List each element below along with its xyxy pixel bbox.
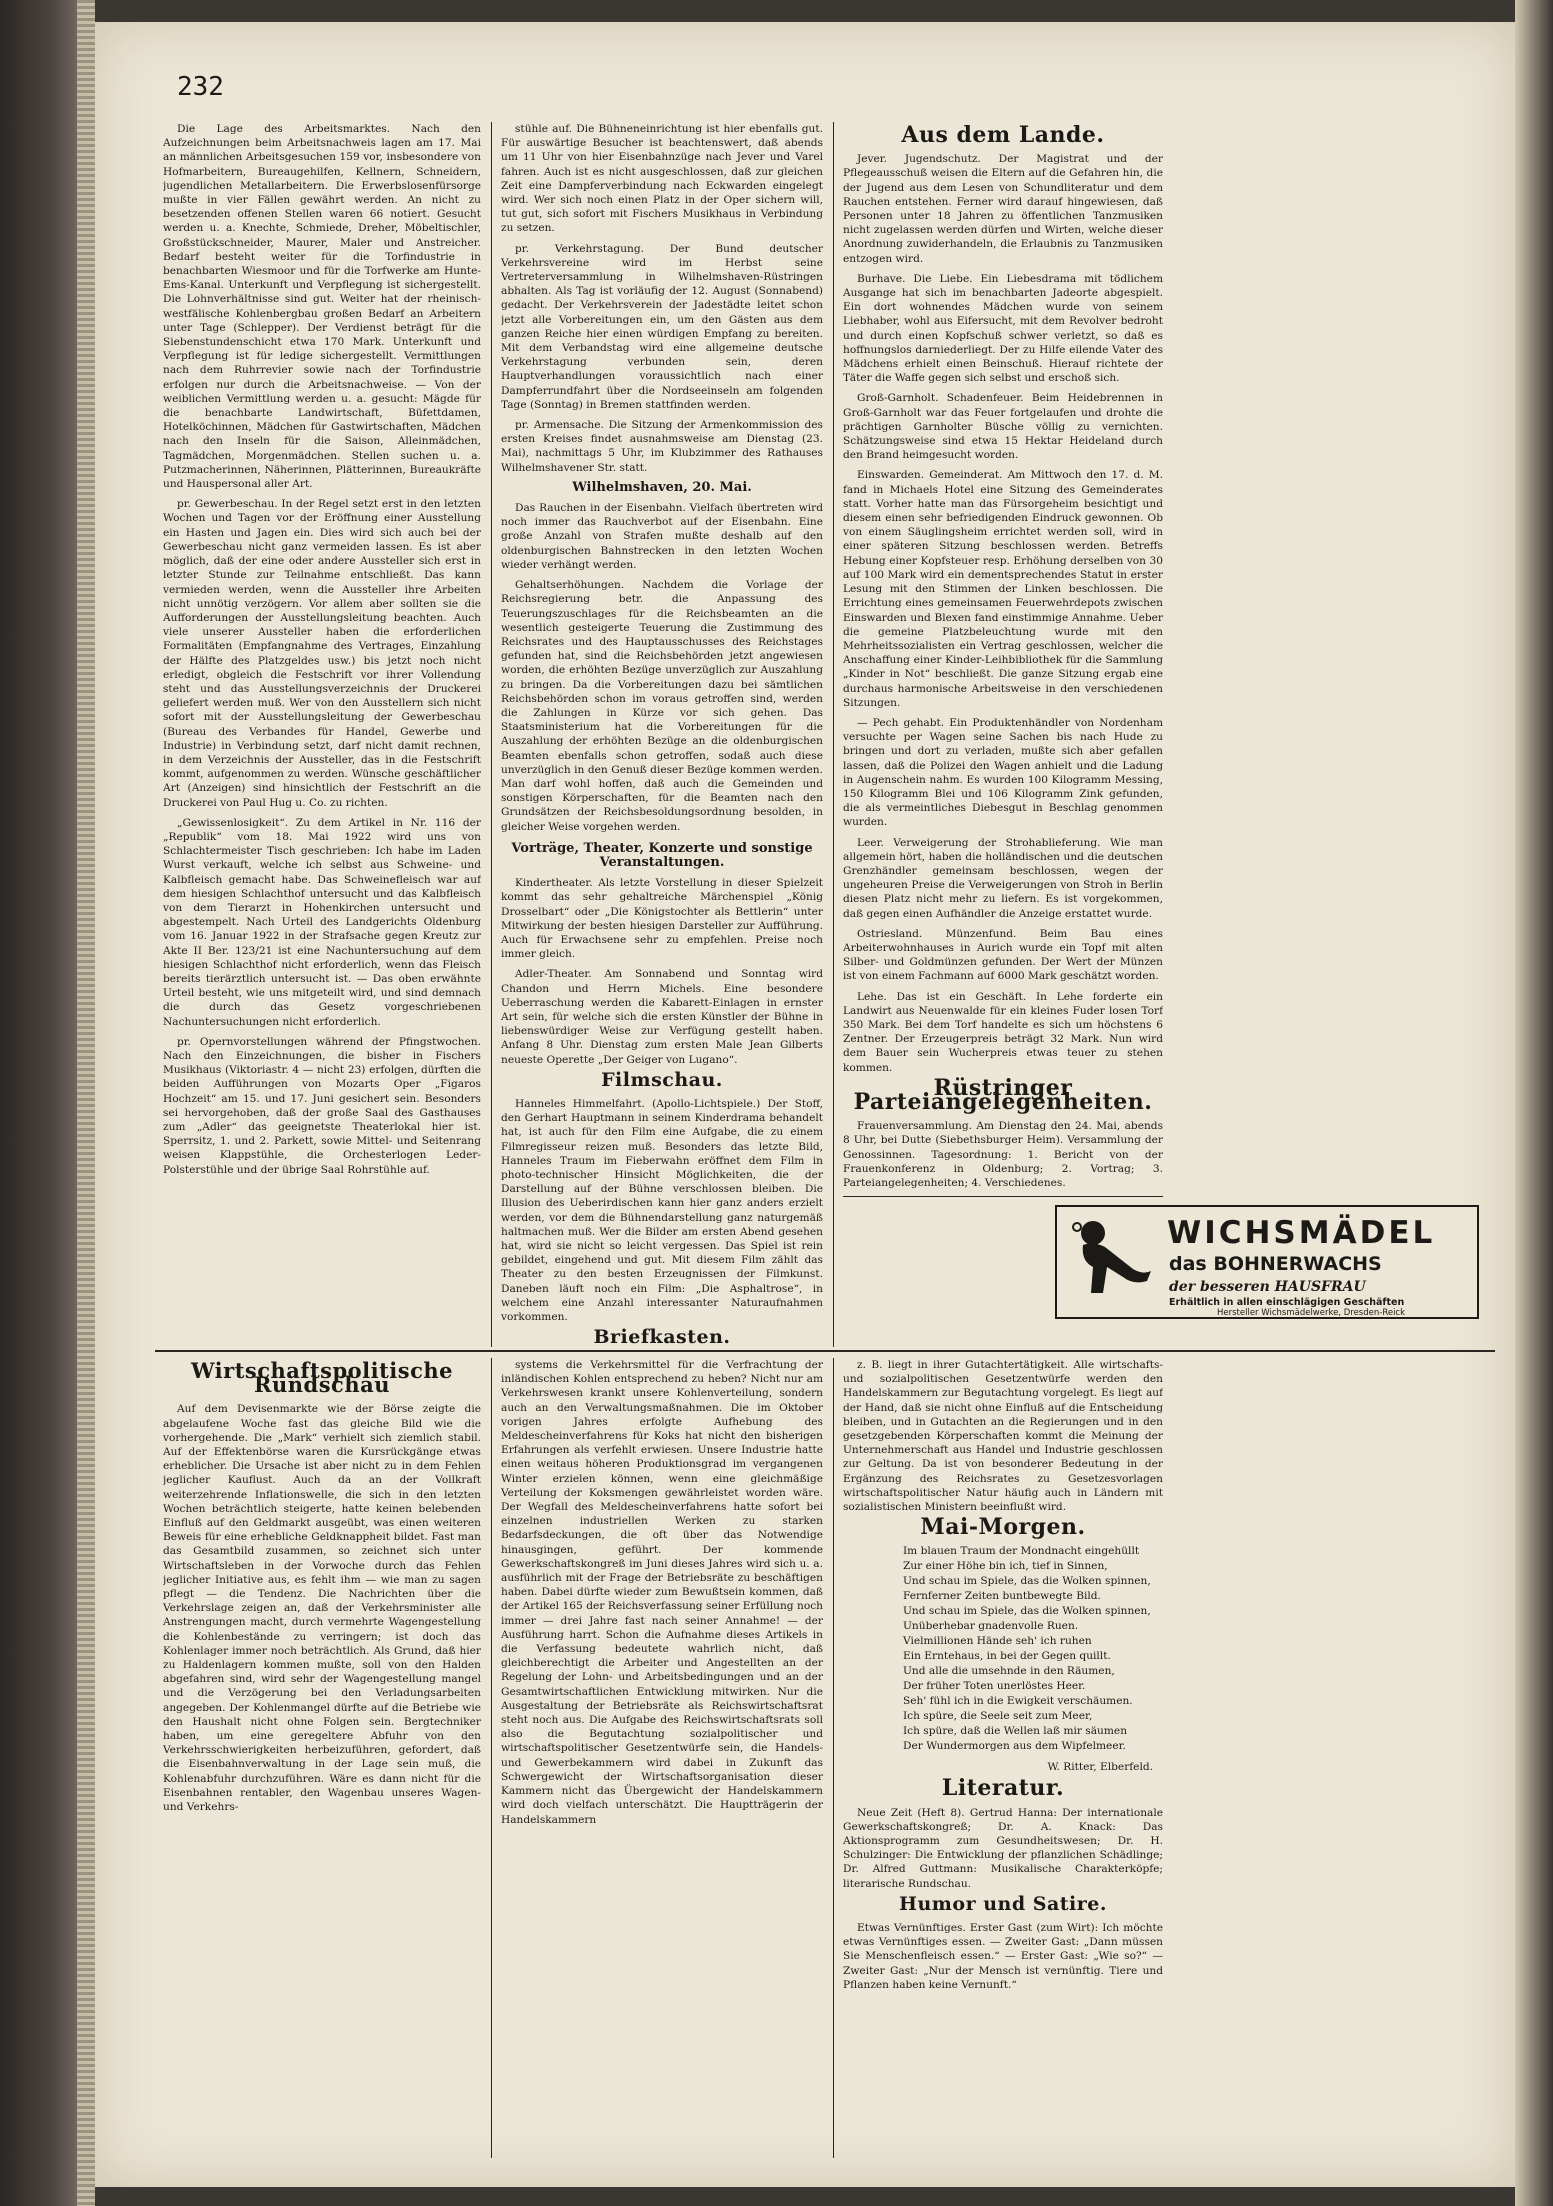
- article-burhave: Burhave. Die Liebe. Ein Liebesdrama mit tödlichem Ausgange hat sich im benachbarten Jadeorte abgespielt. Ein dort wohnendes Mädchen wurde von seinem Liebhaber, wohl aus Eifersucht, mit dem Revolver bedroht und durch einen Kopfschuß schwer verletzt, so daß es hoffnungslos darniederliegt. Der zu Hilfe eilende Vater des Mädchens erhielt einen Beinschuß. Hierauf richtete der Täter die Waffe gegen sich selbst und erschoß sich.: [843, 272, 1163, 385]
- section-heading-briefkasten: Briefkasten.: [593, 1326, 731, 1347]
- column-rule: [491, 122, 492, 1347]
- article-rauchen: Das Rauchen in der Eisenbahn. Vielfach übertreten wird noch immer das Rauchverbot auf der Eisenbahn. Eine große Anzahl von Strafen mußte deshalb auf den oldenburgischen Bahnstrecken in den letzten Wochen wieder verhängt werden.: [501, 502, 823, 571]
- section-heading-partei: Rüstringer Parteiangelegenheiten.: [853, 1074, 1153, 1115]
- article-lehe: Lehe. Das ist ein Geschäft. In Lehe forderte ein Landwirt aus Neuenwalde für ein kleines Fuder losen Torf 350 Mark. Bei dem Torf handelte es sich um höchstens 6 Zentner. Der Erzeugerpreis beträgt 32 Mark. Nun wird dem Bauer sein Wucherpreis etwas teuer zu stehen kommen.: [843, 990, 1163, 1074]
- poem-line: Fernferner Zeiten buntbewegte Bild.: [903, 1590, 1101, 1603]
- article-adler: Adler-Theater. Am Sonnabend und Sonntag wird Chandon und Herrn Michels. Eine besondere Ueberraschung werden die Kabarett-Einlagen in ernster Art sein, für welche sich die ersten Künstler der Bühne in liebenswürdiger Weise zur Verfügung gestellt haben. Anfang 8 Uhr. Dienstag zum ersten Male Jean Gilberts neueste Operette „Der Geiger von Lugano“.: [501, 968, 823, 1066]
- poem-line: Der früher Toten unerlöstes Heer.: [903, 1680, 1086, 1693]
- maid-illustration-icon: [1063, 1211, 1159, 1307]
- poem-line: Seh' fühl ich in die Ewigkeit verschäumen.: [903, 1695, 1133, 1708]
- article-verkehrstagung: pr. Verkehrstagung. Der Bund deutscher Verkehrsvereine wird im Herbst seine Vertreterversammlung in Wilhelmshaven-Rüstringen abhalten. Als Tag ist vorläufig der 12. August (Sonnabend) gedacht. Der Verkehrsverein der Jadestädte leitet schon jetzt alle Vorbereitungen ein, um den Gästen aus dem ganzen Reiche hier einen würdigen Empfang zu bereiten. Mit dem Verbandstag wird eine allgemeine deutsche Verkehrstagung verbunden sein, deren Hauptverhandlungen voraussichtlich nach einer Dampferrundfahrt über die Nordseeinseln am folgenden Tage (Sonntag) in Bremen stattfinden werden.: [501, 242, 823, 411]
- article-wirtschaft-part-3: z. B. liegt in ihrer Gutachtertätigkeit. Alle wirtschafts- und sozialpolitischen Gesetzentwürfe werden den Handelskammern zur Begutachtung vorgelegt. Es liegt auf der Hand, daß sie nicht ohne Einfluß auf die Entscheidung bleiben, und in Gutachten an die Regierungen und in den gesetzgebenden Körperschaften kommt die Meinung der Unternehmerschaft aus Handel und Industrie geschlossen zur Geltung. Da ist von besonderer Bedeutung in der Ergänzung des Reichsrates zu Gesetzesvorlagen wirtschaftspolitischer Natur häufig auch in Ländern mit sozialistischen Ministern beeinflußt wird.: [843, 1359, 1163, 1514]
- imprint: [843, 1201, 1163, 1202]
- column-rule: [833, 122, 834, 1347]
- article-humor: Etwas Vernünftiges. Erster Gast (zum Wirt): Ich möchte etwas Vernünftiges essen. — Zweiter Gast: „Dann müssen Sie Menschenfleisch essen.“ — Erster Gast: „Wie so?“ — Zweiter Gast: „Nur der Mensch ist vernünftig. Tiere und Pflanzen haben keine Vernunft.“: [843, 1922, 1163, 1991]
- column-rule: [833, 1358, 834, 2158]
- section-heading-wirtschaft: Wirtschaftspolitische Rundschau: [190, 1358, 454, 1398]
- poem-line: Ich spüre, die Seele seit zum Meer,: [903, 1710, 1093, 1723]
- column-rule: [491, 1358, 492, 2158]
- article-intro: stühle auf. Die Bühneneinrichtung ist hier ebenfalls gut. Für auswärtige Besucher ist beachtenswert, daß abends um 11 Uhr von hier Eisenbahnzüge nach Jever und Varel fahren. Auch ist es nicht ausgeschlossen, daß zur gleichen Zeit eine Dampferverbindung nach Eckwarden eingelegt wird. Wer sich noch einen Platz in der Oper sichern will, tut gut, sich sofort mit Fischers Musikhaus in Verbindung zu setzen.: [501, 123, 823, 235]
- page-edge-shadow: [1515, 0, 1553, 2206]
- ad-manufacturer: Hersteller Wichsmädelwerke, Dresden-Reick: [1217, 1308, 1406, 1318]
- ad-tagline: der besseren HAUSFRAU: [1169, 1279, 1366, 1295]
- poem-line: Ich spüre, daß die Wellen laß mir säumen: [903, 1725, 1128, 1738]
- column-2: [501, 122, 823, 1347]
- ad-availability: Erhältlich in allen einschlägigen Geschäften: [1169, 1297, 1405, 1308]
- section-heading-lande: Aus dem Lande.: [901, 122, 1105, 148]
- dateline: Wilhelmshaven, 20. Mai.: [572, 479, 752, 495]
- divider: [843, 1196, 1163, 1197]
- poem-line: Ein Erntehaus, in bei der Gegen quillt.: [903, 1650, 1111, 1663]
- poem-line: Und alle die umsehnde in den Räumen,: [903, 1665, 1115, 1678]
- section-heading-literatur: Literatur.: [941, 1775, 1065, 1802]
- article-gewerbeschau: pr. Gewerbeschau. In der Regel setzt erst in den letzten Wochen und Tagen vor der Eröffnung einer Ausstellung ein Hasten und Jagen ein. Dies wird sich auch bei der Gewerbeschau nicht ganz vermeiden lassen. Es ist aber möglich, daß der eine oder andere Aussteller sich erst in letzter Stunde zur Teilnahme entschließt. Das kann vermieden werden, wenn die Aussteller ihre Arbeiten nicht unnötig verzögern. Vor allem aber sollten sie die Aufforderungen der Ausstellungsleitung beachten. Auch viele unserer Aussteller haben die erforderlichen Formalitäten (Empfangnahme des Vertrages, Einzahlung der Hälfte des Platzgeldes usw.) bis jetzt noch nicht erledigt, obgleich die Festschrift vor ihrer Vollendung steht und das Ausstellungsverzeichnis der Druckerei geliefert werden muß. Wer von den Ausstellern sich nicht sofort mit der Ausstellungsleitung der Gewerbeschau (Bureau des Verbandes für Handel, Gewerbe und Industrie) in Verbindung setzt, darf nicht damit rechnen, in dem Verzeichnis der Aussteller, das in die Festschrift kommt, aufgenommen zu werden. Wünsche geschäftlicher Art (Anzeigen) sind hinsichtlich der Festschrift an die Druckerei von Paul Hug u. Co. zu richten.: [163, 498, 481, 809]
- article-hannele: Hanneles Himmelfahrt. (Apollo-Lichtspiele.) Der Stoff, den Gerhart Hauptmann in seinem Kinderdrama behandelt hat, ist auch für den Film eine Aufgabe, die zu einem Filmregisseur reizen muß. Besonders das letzte Bild, Hanneles Traum im Fieberwahn eröffnet dem Film in photo-technischer Hinsicht Möglichkeiten, die der Darstellung auf der Bühne verschlossen bleiben. Die Illusion des Ueberirdischen kann hier ganz anders erzielt werden, vor dem die Bühnendarstellung ganz naturgemäß haltmachen muß. Wer die Bilder am ersten Abend gesehen hat, wird sie nicht so leicht vergessen. Das Spiel ist rein gebildet, eingehend und gut. Mit diesem Film zählt das Theater zu den besten Erzeugnissen der Filmkunst. Daneben läuft noch ein Film: „Die Asphaltrose“, in welchem eine Anzahl interessanter Naturaufnahmen vorkommen.: [501, 1098, 823, 1324]
- wirtschaft-column-2: [501, 1358, 823, 2158]
- wirtschaft-column-3: [843, 1358, 1163, 2158]
- section-heading-filmschau: Filmschau.: [601, 1068, 723, 1091]
- column-1: [163, 122, 481, 1347]
- section-heading-humor: Humor und Satire.: [899, 1892, 1107, 1915]
- article-kindertheater: Kindertheater. Als letzte Vorstellung in dieser Spielzeit kommt das sehr gehaltreiche Märchenspiel „König Drosselbart“ oder „Die Königstochter als Bettlerin“ unter Mitwirkung der besten hiesigen Darsteller zur Aufführung. Auch für Erwachsene sehr zu empfehlen. Preise noch immer gleich.: [501, 877, 823, 961]
- poem-line: Vielmillionen Hände seh' ich ruhen: [903, 1635, 1092, 1648]
- article-oper: pr. Opernvorstellungen während der Pfingstwochen. Nach den Einzeichnungen, die bisher in Fischers Musikhaus (Viktoriastr. 4 — nicht 23) erfolgen, dürften die beiden Aufführungen von Mozarts Oper „Figaros Hochzeit“ am 15. und 17. Juni gesichert sein. Besonders sei hervorgehoben, daß der große Saal des Gasthauses zum „Adler“ das geeignetste Theaterlokal hier ist. Sperrsitz, 1. und 2. Parkett, sowie Mittel- und Seitenrang weisen Klappstühle, die Orchesterlogen Leder-Polsterstühle und der übrige Saal Rohrstühle auf.: [163, 1035, 481, 1176]
- page-number: 232: [177, 72, 224, 102]
- article-garnholt: Groß-Garnholt. Schadenfeuer. Beim Heidebrennen in Groß-Garnholt war das Feuer fortgelaufen und drohte die prächtigen Garnholter Büsche völlig zu vernichten. Schätzungsweise sind etwa 15 Hektar Heideland durch den Brand heimgesucht worden.: [843, 392, 1163, 462]
- book-binding: [0, 0, 95, 2206]
- article-leer: Leer. Verweigerung der Strohablieferung. Wie man allgemein hört, haben die holländischen und die deutschen Grenzhändler gemeinsam beschlossen, wegen der ungeheuren Preise die Verweigerungen von Stroh in Berlin diesen Platz nicht mehr zu liefern. Es ist vorgekommen, daß gegen einen Aufhändler die Anzeige erstattet wurde.: [843, 836, 1163, 920]
- ad-brand: WICHSMÄDEL: [1167, 1215, 1436, 1251]
- article-gewissenlosigkeit: „Gewissenlosigkeit“. Zu dem Artikel in Nr. 116 der „Republik“ vom 18. Mai 1922 wird uns von Schlachtermeister Tisch geschrieben: Ich habe im Laden Wurst verkauft, welche ich selbst aus Schweine- und Kalbfleisch gemacht habe. Das Schweinefleisch war auf dem hiesigen Schlachthof untersucht und das Kalbfleisch von dem Tierarzt in Hohenkirchen untersucht und abgestempelt. Nach Urteil des Landgerichts Oldenburg vom 16. Januar 1922 in der Strafsache gegen Kreutz zur Akte II Ber. 123/21 ist eine Nachuntersuchung auf dem hiesigen Schlachthof nicht erforderlich, wenn das Fleisch bereits tierärztlich untersucht ist. — Das oben erwähnte Urteil besteht, wie uns mitgeteilt wird, und sind demnach die durch das Gesetz vorgeschriebenen Nachuntersuchungen nicht erforderlich.: [163, 816, 481, 1028]
- column-3: [843, 122, 1163, 1202]
- article-aurich: Ostriesland. Münzenfund. Beim Bau eines Arbeiterwohnhauses in Aurich wurde ein Topf mit alten Silber- und Goldmünzen gefunden. Der Wert der Münzen ist von einem Fachmann auf 6000 Mark geschätzt worden.: [843, 927, 1163, 983]
- article-gehalt: Gehaltserhöhungen. Nachdem die Vorlage der Reichsregierung betr. die Anpassung des Teuerungszuschlages für die Reichsbeamten an die wesentlich gesteigerte Teuerung die Zustimmung des Reichsrates und des Hauptausschusses des Reichstages gefunden hat, sind die Reichsbehörden jetzt angewiesen worden, die erhöhten Bezüge unverzüglich zur Auszahlung zu bringen. Da die Vorbereitungen dazu bei sämtlichen Reichsbehörden schon im voraus getroffen sind, werden die Zahlungen in Kürze vor sich gehen. Das Staatsministerium hat die Vorbereitungen für die Auszahlung der erhöhten Bezüge an die oldenburgischen Beamten ebenfalls schon getroffen, sodaß auch diese unverzüglich in den Genuß dieser Bezüge kommen werden. Man darf wohl hoffen, daß auch die Gemeinden und sonstigen Körperschaften, für die Beamten nach den Grundsätzen der Reichsbesoldungsordnung besolden, in gleicher Weise vorgehen werden.: [501, 579, 823, 833]
- wirtschaft-column-1: [163, 1358, 481, 2158]
- poem-line: Und schau im Spiele, das die Wolken spinnen,: [903, 1605, 1151, 1618]
- article-wirtschaft-part-1: Auf dem Devisenmarkte wie der Börse zeigte die abgelaufene Woche fast das gleiche Bild wie die vorhergehende. Die „Mark“ verhielt sich ziemlich stabil. Auf der Effektenbörse waren die Kursrückgänge etwas erheblicher. Die Ursache ist aber nicht zu in dem Fehlen jeglicher Kauflust. Auch da an der Vollkraft weiterzehrende Inflationswelle, die sich in den letzten Wochen beträchtlich steigerte, hatte keinen belebenden Einfluß auf den Geldmarkt ausgeübt, was einen weiteren Beweis für eine erhebliche Geldknappheit bildet. Fast man das Gesamtbild zusammen, so zeichnet sich unter Wirtschaftsleben in der Vorwoche durch das Fehlen jeglicher Initiative aus, es fehlt ihm — wie man zu sagen pflegt — die Tendenz. Die Nachrichten über die Verkehrslage zeigen an, daß der Verkehrsminister alle Anstrengungen macht, durch vermehrte Wagengestellung die Kohlenbestände zu verringern; ist doch das Kohlenlager immer noch beträchtlich. Als Grund, daß hier zu Haldenlagern kommen mußte, soll von den Halden abgefahren sind, wird sehr der Wagengestellung mangel und die Verzögerung bei den Verladungsarbeiten angegeben. Der Kohlenmangel dürfte auf die Betriebe wie den Haushalt nicht ohne Folgen sein. Bergtechniker haben, um eine geregeltere Abfuhr von den Verkehrsschwierigkeiten herbeizuführen, gefordert, daß die Eisenbahnverwaltung in der Lage sein muß, die Kohlenabfuhr durchzuführen. Wäre es dann nicht für die Eisenbahnen rentabler, den Wagenbau unseres Wagen- und Verkehrs-: [163, 1403, 481, 1814]
- article-pech: — Pech gehabt. Ein Produktenhändler von Nordenham versuchte per Wagen seine Sachen bis nach Hude zu bringen und dort zu verladen, mußte sich aber gefallen lassen, daß die Polizei den Wagen anhielt und die Ladung in Augenschein nahm. Es wurden 100 Kilogramm Messing, 150 Kilogramm Blei und 106 Kilogramm Zink gefunden, die als vermeintliches Diebesgut in Beschlag genommen wurden.: [843, 716, 1163, 829]
- poem-line: Und schau im Spiele, das die Wolken spinnen,: [903, 1575, 1151, 1588]
- poem-line: Zur einer Höhe bin ich, tief in Sinnen,: [903, 1560, 1108, 1573]
- article-jever: Jever. Jugendschutz. Der Magistrat und der Pflegeausschuß weisen die Eltern auf die Gefahren hin, die der Jugend aus dem Lesen von Schundliteratur und dem Rauchen entstehen. Ferner wird darauf hingewiesen, daß Personen unter 18 Jahren zu öffentlichen Tanzmusiken nicht zugelassen werden dürfen und Wirten, welche dieser Anordnung zuwiderhandeln, die Erlaubnis zu Tanzmusiken entzogen wird.: [843, 153, 1163, 265]
- section-heading-vortraege: Vorträge, Theater, Konzerte und sonstige Veranstaltungen.: [511, 840, 813, 870]
- article-wirtschaft-part-2: systems die Verkehrsmittel für die Verfrachtung der inländischen Kohlen entsprechend zu heben? Nicht nur am Verkehrswesen krankt unsere Kohlenverteilung, sondern auch an den Verwaltungsmaßnahmen. Die im Oktober vorigen Jahres erfolgte Aufhebung des Meldescheinverfahrens für Koks hat nicht den bisherigen Erfahrungen als verfehlt erwiesen. Unsere Industrie hatte einen weitaus höheren Produktionsgrad im vergangenen Winter erzielen können, wenn eine gleichmäßige Verteilung der Koksmengen gewährleistet worden wäre. Der Wegfall des Meldescheinverfahrens hatte sofort bei einzelnen industriellen Werken zu starken Bedarfsdeckungen, die oft über das Notwendige hinausgingen, geführt. Der kommende Gewerkschaftskongreß im Juni dieses Jahres wird sich u. a. ausführlich mit der Frage der Betriebsräte zu beschäftigen haben. Dabei dürfte wieder zum Bewußtsein kommen, daß der Artikel 165 der Reichsverfassung seiner Erfüllung noch immer — drei Jahre fast nach seiner Annahme! — der Ausführung harrt. Schon die Aufnahme dieses Artikels in die Verfassung bedeutete wahrlich nicht, daß gleichberechtigt die Arbeiter und Angestellten an der Regelung der Lohn- und Arbeitsbedingungen und an der Gesamtwirtschaftlichen Entwicklung mitwirken. Nur die Ausgestaltung der Betriebsräte als Reichswirtschaftsrat steht noch aus. Die Aufgabe des Reichswirtschaftsrats soll also die Begutachtung sozialpolitischer und wirtschaftspolitischer Gesetzentwürfe sein, die Handels- und Gewerbekammern wird dabei in Zukunft das Schwergewicht der Wirtschaftsorganisation dieser Kammern nicht das Übergewicht der Handelskammern wird doch vielfach unterschätzt. Die Hauptträgerin der Handelskammern: [501, 1359, 823, 1826]
- newspaper-page: [95, 22, 1515, 2187]
- section-heading-poem: Mai-Morgen.: [920, 1514, 1086, 1541]
- article-armensache: pr. Armensache. Die Sitzung der Armenkommission des ersten Kreises findet ausnahmsweise am Dienstag (23. Mai), nachmittags 5 Uhr, im Klubzimmer des Rathauses Wilhelmshavener Str. statt.: [501, 419, 823, 474]
- section-rule: [155, 1350, 1495, 1352]
- poem-line: Im blauen Traum der Mondnacht eingehüllt: [903, 1545, 1140, 1558]
- article-partei: Frauenversammlung. Am Dienstag den 24. Mai, abends 8 Uhr, bei Dutte (Siebethsburger Heim). Versammlung der Genossinnen. Tagesordnung: 1. Bericht von der Frauenkonferenz in Oldenburg; 2. Vortrag; 3. Parteiangelegenheiten; 4. Verschiedenes.: [843, 1120, 1163, 1190]
- poem-line: Der Wundermorgen aus dem Wipfelmeer.: [903, 1740, 1126, 1753]
- poem-signature: W. Ritter, Elberfeld.: [1047, 1761, 1153, 1774]
- article-literatur: Neue Zeit (Heft 8). Gertrud Hanna: Der internationale Gewerkschaftskongreß; Dr. A. Knack: Das Aktionsprogramm zum Gesundheitswesen; Dr. H. Schulzinger: Die Entwicklung der pflanzlichen Schädlinge; Dr. Alfred Guttmann: Musikalische Charakterköpfe; literarische Rundschau.: [843, 1806, 1163, 1890]
- ad-product: das BOHNERWACHS: [1169, 1253, 1382, 1275]
- poem-line: Unüberhebar gnadenvolle Ruen.: [903, 1620, 1079, 1633]
- wichsmaedel-advertisement: [1055, 1205, 1479, 1319]
- article-einswarden: Einswarden. Gemeinderat. Am Mittwoch den 17. d. M. fand in Michaels Hotel eine Sitzung des Gemeinderates statt. Vorher hatte man das Fürsorgeheim besichtigt und diesem einen sehr befriedigenden Eindruck gewonnen. Ob von einem Säuglingsheim errichtet werden soll, wird in einer späteren Sitzung beschlossen werden. Betreffs Hebung einer Kopfsteuer resp. Erhöhung derselben von 30 auf 100 Mark wird ein dementsprechendes Statut in erster Lesung mit den Stimmen der Linken beschlossen. Die Errichtung eines gemeinsamen Feuerwehrdepots zwischen Einswarden und Blexen fand einstimmige Annahme. Ueber die gemeine Platzbeleuchtung wurde mit den Mehrheitssozialisten ein Vertrag geschlossen, welcher die Anschaffung einer Kinder-Leihbibliothek für die Sammlung „Kinder in Not“ beschließt. Die ganze Sitzung ergab eine durchaus harmonische Arbeitsweise in den verschiedenen Sitzungen.: [843, 469, 1163, 709]
- poem-mai-morgen: [843, 1544, 1163, 1775]
- article-arbeitsmarkt: Die Lage des Arbeitsmarktes. Nach den Aufzeichnungen beim Arbeitsnachweis lagen am 17. Mai an männlichen Arbeitsgesuchen 159 vor, insbesondere von Hofmarbeitern, Bureaugehilfen, Kellnern, Schneidern, jugendlichen Metallarbeitern. Die Erwerbslosenfürsorge mußte in vier Fällen gewährt werden. An nicht zu besetzenden offenen Stellen waren 66 notiert. Gesucht werden u. a. Knechte, Schmiede, Dreher, Möbeltischler, Großstückschneider, Maurer, Maler und Anstreicher. Bedarf besteht weiter für die Torfindustrie in benachbarten Wiesmoor und für die Torfwerke am Hunte-Ems-Kanal. Unterkunft und Verpflegung ist sichergestellt. Die Lohnverhältnisse sind gut. Weiter hat der rheinisch-westfälische Kohlenbergbau großen Bedarf an Arbeitern unter Tage (Schlepper). Der Verdienst beträgt für die Siebenstundenschicht etwa 170 Mark. Unterkunft und Verpflegung ist für ledige sichergestellt. Vermittlungen nach dem Ruhrrevier sowie nach der Torfindustrie erfolgen nur durch die Arbeitsnachweise. — Von der weiblichen Vermittlung werden u. a. gesucht: Mägde für die benachbarte Landwirtschaft, Büfettdamen, Hotelköchinnen, Mädchen für Gastwirtschaften, Mädchen nach den Inseln für die Saison, Alleinmädchen, Tagmädchen, Morgenmädchen. Stellen suchen u. a. Putzmacherinnen, Näherinnen, Plätterinnen, Bureaukräfte und Hauspersonal aller Art.: [163, 123, 481, 491]
